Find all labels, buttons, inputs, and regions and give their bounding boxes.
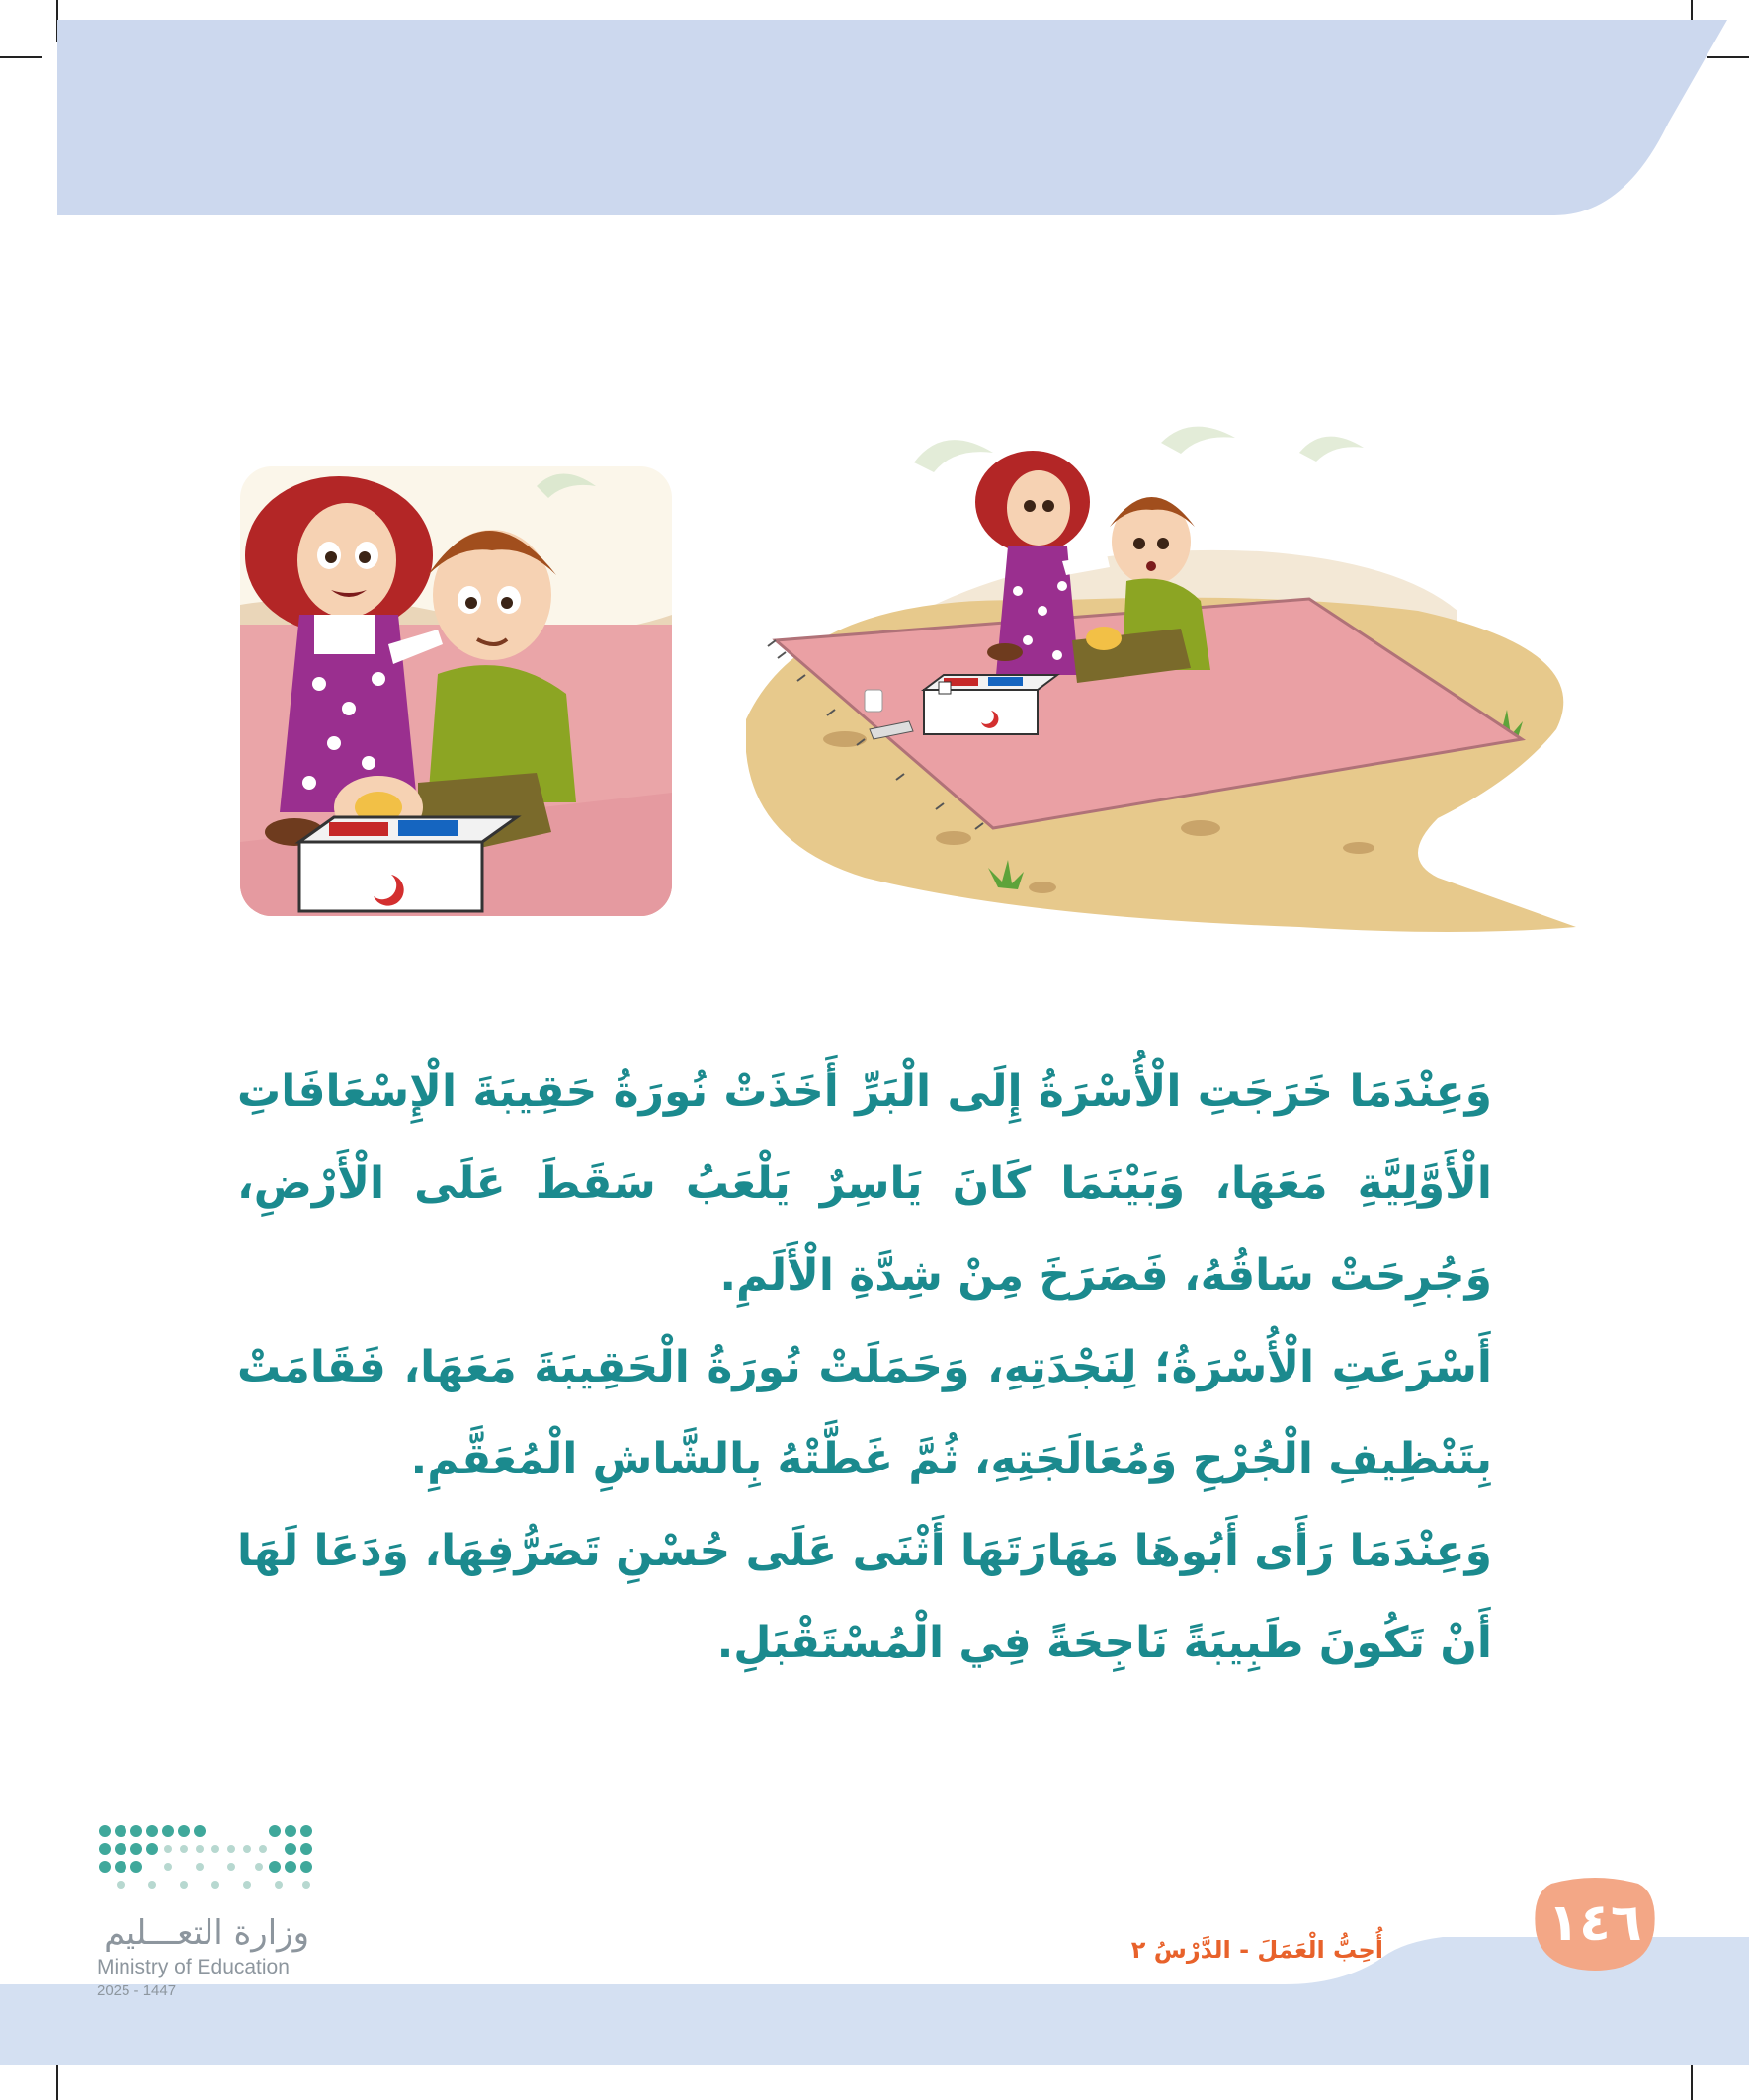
ministry-name-english: Ministry of Education	[97, 1956, 290, 1978]
story-paragraph: أَسْرَعَتِ الْأُسْرَةُ؛ لِنَجْدَتِهِ، وَحَمَلَتْ نُورَةُ الْحَقِيبَةَ مَعَهَا، فَقَامَتْ بِتَنْظِيفِ الْجُرْحِ وَمُعَالَجَتِهِ، ثُمَّ غَطَّتْهُ بِالشَّاشِ الْمُعَقَّمِ.	[237, 1342, 1492, 1484]
story-paragraph: وَعِنْدَمَا رَأَى أَبُوهَا مَهَارَتَهَا أَثْنَى عَلَى حُسْنِ تَصَرُّفِهَا، وَدَعَا لَهَا أَنْ تَكُونَ طَبِيبَةً نَاجِحَةً فِي الْمُسْتَقْبَلِ.	[237, 1526, 1492, 1668]
girl-treating-boy-illustration	[240, 466, 672, 916]
page-number: ١٤٦	[1547, 1893, 1642, 1953]
lesson-label: أُحِبُّ الْعَمَلَ - الدَّرْسُ ٢	[1130, 1936, 1383, 1964]
story-paragraph: وَعِنْدَمَا خَرَجَتِ الْأُسْرَةُ إِلَى الْبَرِّ أَخَذَتْ نُورَةُ حَقِيبَةَ الْإِسْعَافَاتِ الْأَوَّلِيَّةِ مَعَهَا، وَبَيْنَمَا كَانَ يَاسِرٌ يَلْعَبُ سَقَطَ عَلَى الْأَرْضِ، وَجُرِحَتْ سَاقُهُ، فَصَرَخَ مِنْ شِدَّةِ الْأَلَمِ.	[237, 1066, 1492, 1301]
family-picnic-illustration	[746, 423, 1576, 937]
crop-mark	[0, 56, 42, 58]
ministry-logo	[97, 1823, 314, 1902]
edition-year: 2025 - 1447	[97, 1982, 177, 1999]
header-band	[57, 20, 1727, 215]
story-text	[237, 1046, 1492, 1689]
ministry-name-arabic: وزارة التعـــليم	[104, 1913, 309, 1953]
